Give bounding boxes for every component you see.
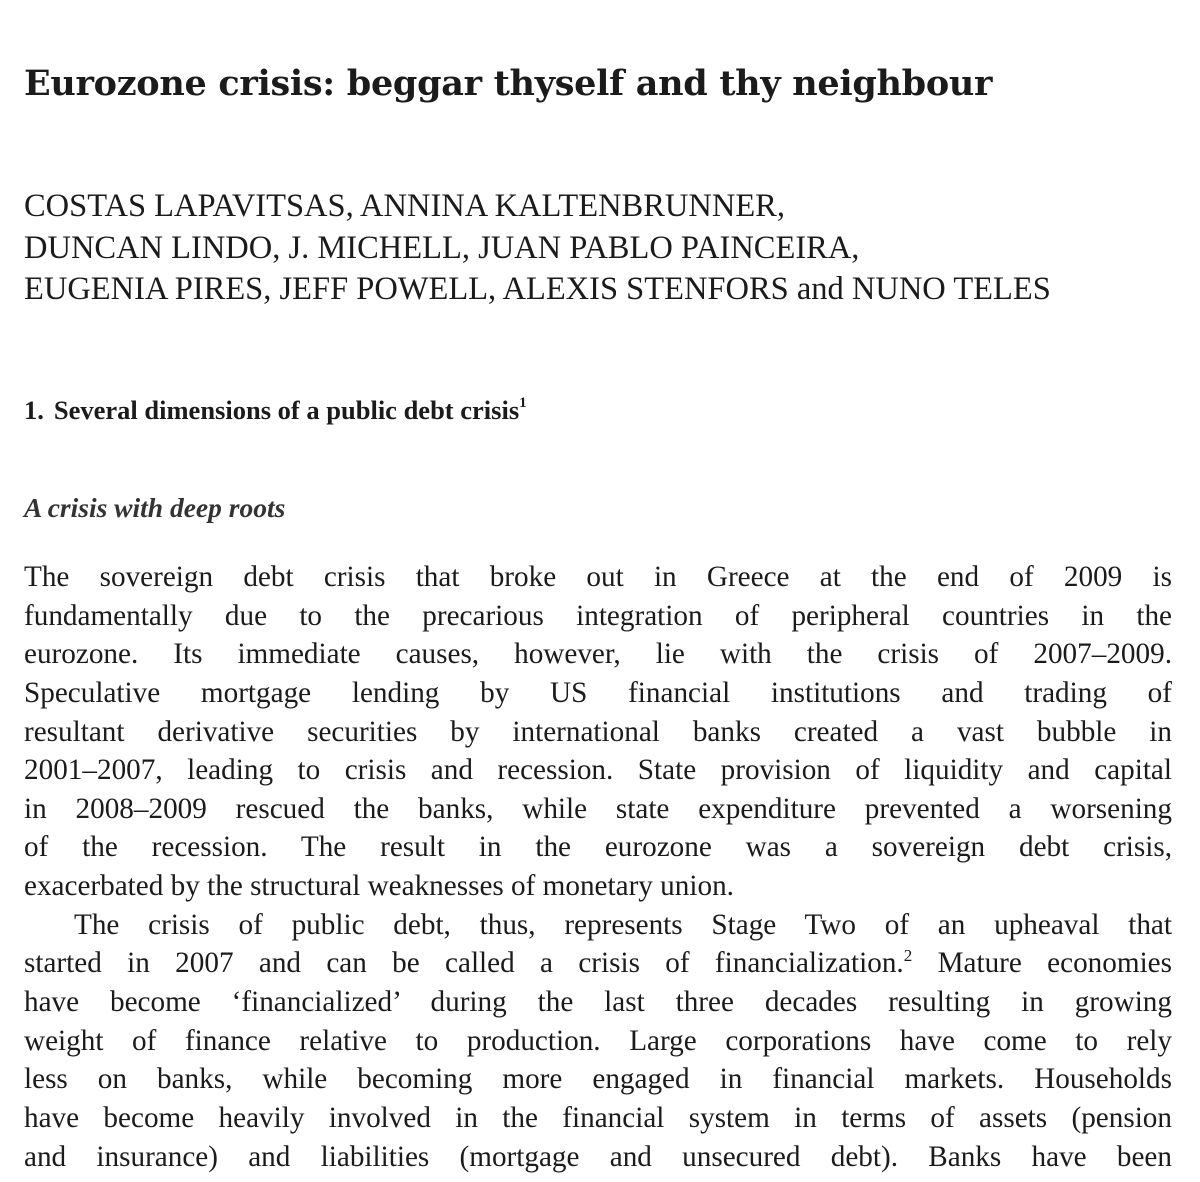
text-line: Speculative mortgage lending by US financial institutions and trading of xyxy=(24,676,1172,709)
subsection-heading: A crisis with deep roots xyxy=(24,492,286,523)
section-title: Several dimensions of a public debt crisis xyxy=(53,395,520,425)
author-line: COSTAS LAPAVITSAS, ANNINA KALTENBRUNNER, xyxy=(24,188,785,224)
author-list xyxy=(24,186,1184,311)
text-line: of the recession. The result in the eurozone was a sovereign debt crisis, xyxy=(24,831,1172,864)
paper-title: Eurozone crisis: beggar thyself and thy neighbour xyxy=(24,63,993,104)
text-line: have become ‘financialized’ during the last three decades resulting in growing xyxy=(24,986,1172,1019)
text-line: have become heavily involved in the financial system in terms of assets (pension xyxy=(24,1101,1172,1134)
footnote-marker: 2 xyxy=(903,946,913,966)
text-line: less on banks, while becoming more engaged in financial markets. Households xyxy=(24,1063,1172,1096)
text-line: in 2008–2009 rescued the banks, while state expenditure prevented a worsening xyxy=(24,792,1172,825)
text-line: exacerbated by the structural weaknesses of monetary union. xyxy=(24,870,734,903)
text-segment: Mature economies xyxy=(912,947,1172,980)
text-line: The crisis of public debt, thus, represents Stage Two of an upheaval that xyxy=(74,908,1172,941)
section-number: 1. xyxy=(24,395,44,425)
text-line: weight of finance relative to production. Large corporations have come to rely xyxy=(24,1024,1172,1057)
text-line: eurozone. Its immediate causes, however, lie with the crisis of 2007–2009. xyxy=(24,638,1172,671)
author-line: EUGENIA PIRES, JEFF POWELL, ALEXIS STENFORS and NUNO TELES xyxy=(24,271,1051,307)
text-segment: started in 2007 and can be called a crisis of financialization. xyxy=(24,947,904,980)
author-line: DUNCAN LINDO, J. MICHELL, JUAN PABLO PAINCEIRA, xyxy=(24,229,860,266)
text-line: The sovereign debt crisis that broke out in Greece at the end of 2009 is xyxy=(24,561,1172,593)
body-text xyxy=(24,558,1172,1176)
text-line: 2001–2007, leading to crisis and recession. State provision of liquidity and capital xyxy=(24,754,1172,787)
section-heading xyxy=(24,392,527,428)
text-line: resultant derivative securities by international banks created a vast bubble in xyxy=(24,715,1172,748)
text-line xyxy=(24,944,1172,983)
text-line: fundamentally due to the precarious integration of peripheral countries in the xyxy=(24,599,1172,632)
footnote-marker: 1 xyxy=(519,395,527,411)
text-line: and insurance) and liabilities (mortgage and unsecured debt). Banks have been xyxy=(24,1140,1172,1173)
